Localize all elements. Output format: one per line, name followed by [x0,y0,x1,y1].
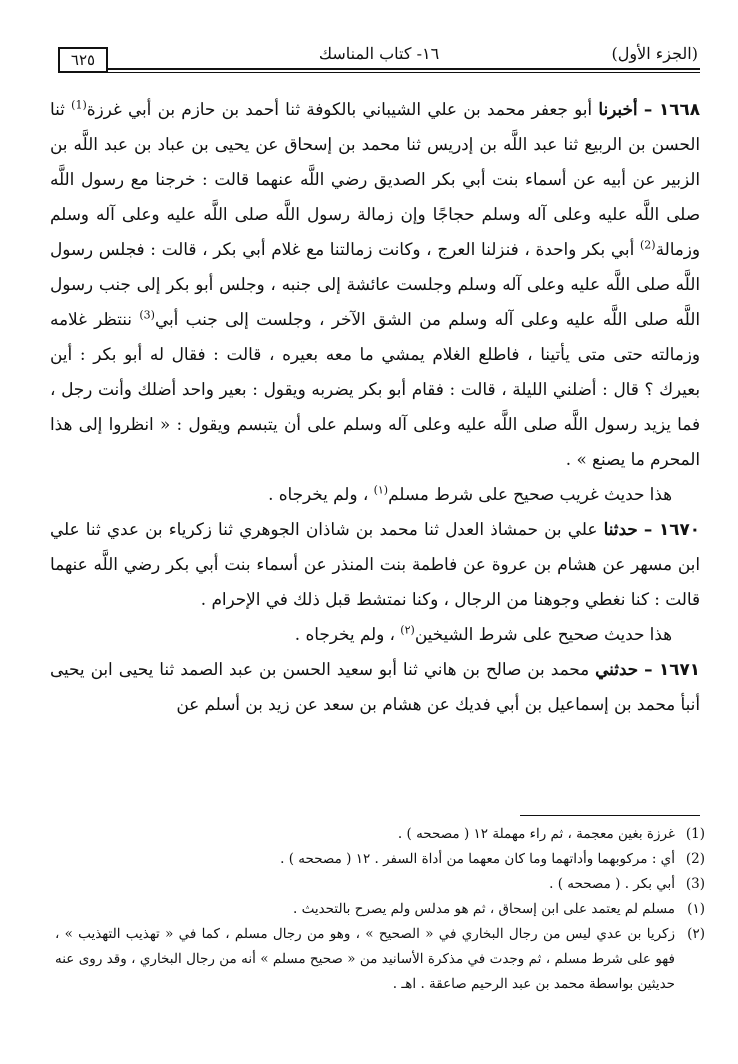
hadith-verdict [50,477,700,512]
hadith-text: ثنا الحسن بن الربيع ثنا عبد اللَّه بن إدريس ثنا محمد بن إسحاق عن يحيى بن عباد بن عبد اللَّه بن الزبير عن أبيه عن أسماء بنت أبي بكر الصديق رضي اللَّه عنهما قالت : خرجنا مع رسول اللَّه صلى اللَّه عليه وعلى آله وسلم حجاجًا وإن زمالة رسول اللَّه صلى اللَّه عليه وعلى آله وسلم وزمالة [50,99,700,259]
verdict-text: هذا حديث صحيح على شرط الشيخين [414,624,672,644]
footnote-text: زكريا بن عدي ليس من رجال البخاري في « الصحيح » ، وهو من رجال مسلم ، كما في « تهذيب التهذيب » ، فهو على شرط مسلم ، ثم وجدت في مذكرة الأسانيد من « صحيح مسلم » أنه من رجال البخاري ، وقد روى عنه حديثين بواسطة محمد بن عبد الرحيم صاعقة . اهـ . [55,926,675,992]
hadith-text: أبو جعفر محمد بن علي الشيباني بالكوفة ثنا أحمد بن حازم بن أبي غرزة [86,99,599,119]
hadith-lead-word: أخبرنا [598,99,638,119]
hadith-number: ١٦٦٨ – [643,99,700,119]
verdict-text: ، ولم يخرجاه . [268,484,374,504]
page-number: ٦٢٥ [58,47,108,73]
footnote-text: مسلم لم يعتمد على ابن إسحاق ، ثم هو مدلس ولم يصرح بالتحديث . [292,901,675,917]
running-header [58,44,700,68]
footnote [55,847,705,872]
hadith-text: محمد بن صالح بن هاني ثنا أبو سعيد الحسن بن عبد الصمد ثنا يحيى ابن يحيى أنبأ محمد بن إسماعيل بن أبي فديك عن هشام بن سعد عن زيد بن أسلم عن [50,659,700,714]
verdict-text: ، ولم يخرجاه . [294,624,401,644]
footnote-text: غرزة بغين معجمة ، ثم راء مهملة ١٢ ( مصححه ) . [397,826,675,842]
footnote-text: أي : مركوبهما وأداتهما وما كان معهما من أداة السفر . ١٢ ( مصححه ) . [280,851,675,867]
footnote-ref: (3) [139,308,155,322]
footnote-separator [520,815,700,816]
header-rule-thin [106,72,700,73]
hadith-number: ١٦٧٠ – [643,519,700,539]
hadith-number: ١٦٧١ – [644,659,701,679]
footnote-mark: (3) [685,876,705,892]
footnote-mark: (1) [685,826,705,842]
footnote-ref: (٢) [400,623,415,637]
footnote-ref: (١) [373,483,389,497]
hadith-1671 [50,652,700,722]
volume-label: (الجزء الأول) [611,44,698,63]
footnote [55,897,705,922]
hadith-text: أبي بكر واحدة ، فنزلنا العرج ، وكانت زمالتنا مع غلام أبي بكر ، قالت : فجلس رسول اللَّه صلى اللَّه عليه وعلى آله وسلم وجلست عائشة إلى جنبه ، وجلس أبو بكر إلى جنب رسول اللَّه صلى اللَّه عليه وعلى آله وسلم من الشق الآخر ، وجلست إلى جنب أبي [50,239,700,329]
footnote-ref: (2) [639,238,656,252]
hadith-lead-word: حدثني [595,659,639,679]
footnote-mark: (2) [685,851,705,867]
hadith-1670 [50,512,700,617]
verdict-text: هذا حديث غريب صحيح على شرط مسلم [388,484,672,504]
footnote [55,922,705,997]
section-title: ١٦- كتاب المناسك [318,44,440,63]
hadith-lead-word: حدثنا [603,519,638,539]
hadith-text: علي بن حمشاذ العدل ثنا محمد بن شاذان الجوهري ثنا زكرياء بن عدي ثنا علي ابن مسهر عن هشام بن عروة عن فاطمة بنت المنذر عن أسماء بنت أبي بكر رضي اللَّه عنهما قالت : كنا نغطي وجوهنا من الرجال ، وكنا نمتشط قبل ذلك في الإحرام . [50,519,700,609]
footnote-mark: (٢) [687,926,705,942]
footnote-mark: (١) [687,901,705,917]
footnote-ref: (1) [71,98,87,112]
footnote-text: أبي بكر . ( مصححه ) . [549,876,675,892]
hadith-text: ننتظر غلامه وزمالته حتى متى يأتينا ، فاطلع الغلام يمشي ما معه بعيره ، قالت : فقال له أبو بكر : أين بعيرك ؟ قال : أضلني الليلة ، قالت : فقام أبو بكر يضربه ويقول : بعير واحد أضلك وأنت رجل ، فما يزيد رسول اللَّه صلى اللَّه عليه وعلى آله وسلم على أن يتبسم ويقول : « انظروا إلى هذا المحرم ما يصنع » . [50,309,700,469]
footnotes [55,822,705,997]
hadith-verdict [50,617,700,652]
header-rule [106,68,700,70]
footnote [55,822,705,847]
hadith-1668 [50,92,700,477]
main-text [50,92,700,722]
footnote [55,872,705,897]
